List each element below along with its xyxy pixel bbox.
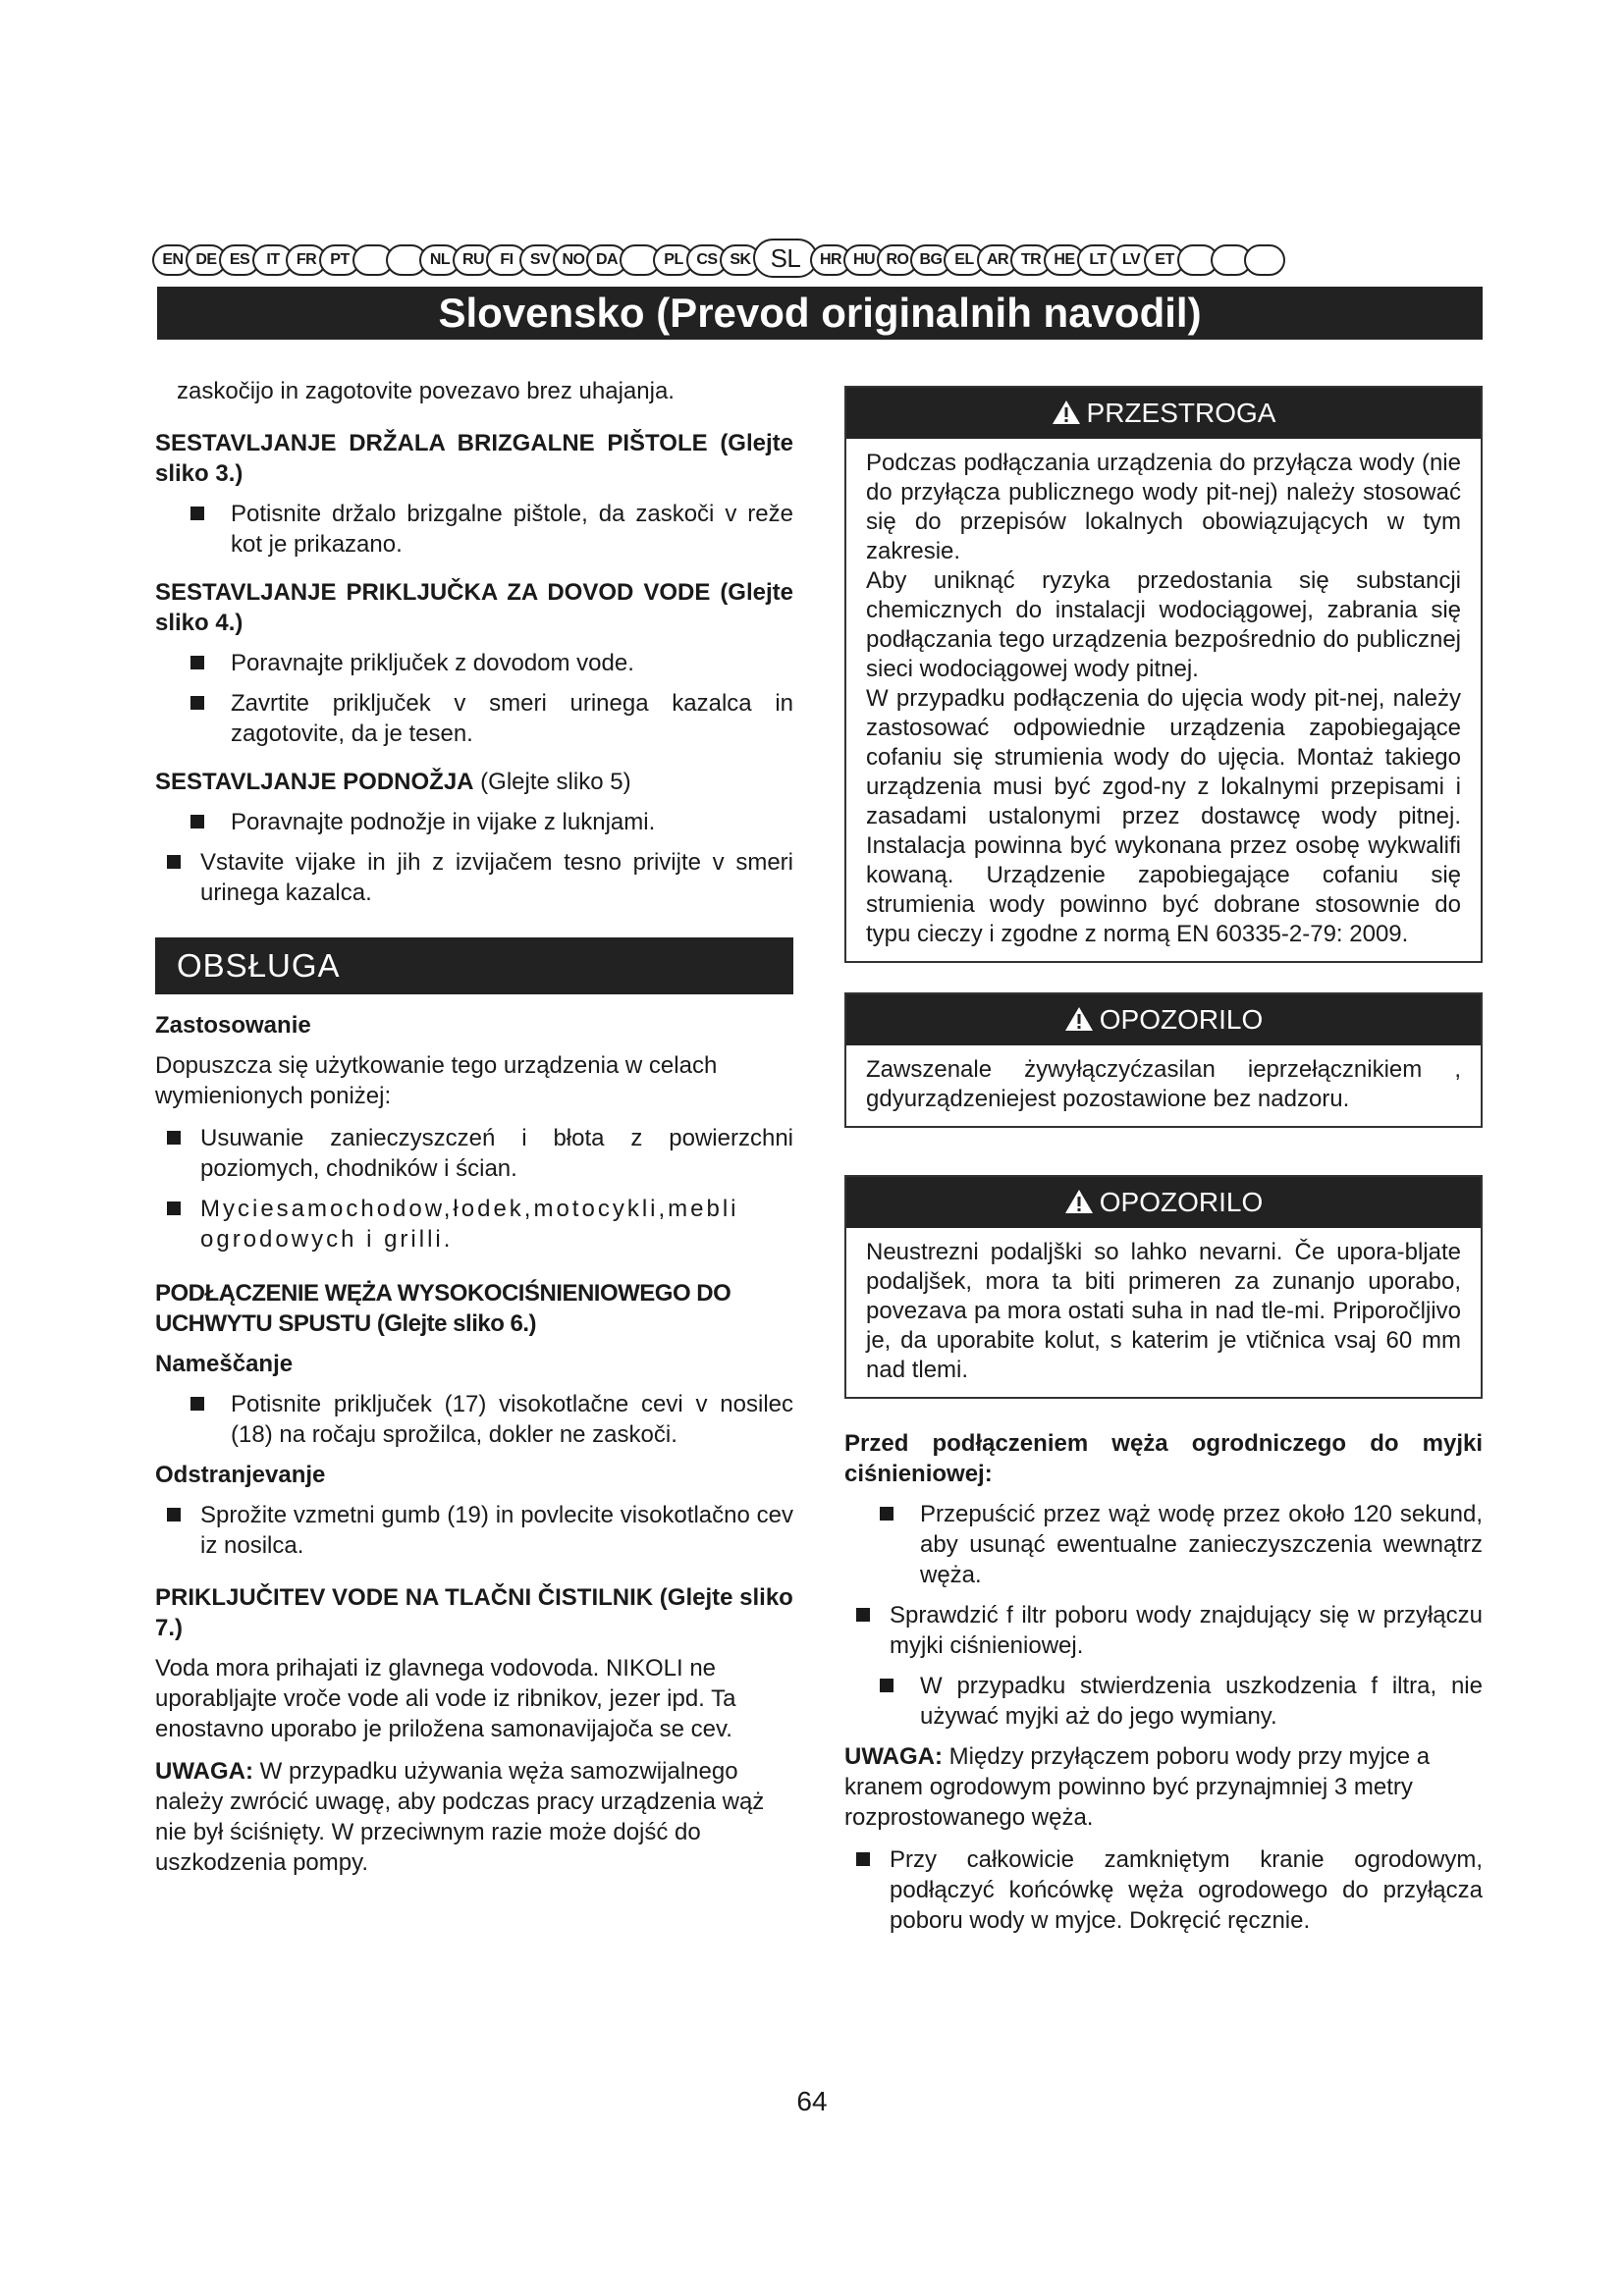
note-label: UWAGA:	[844, 1743, 943, 1770]
list-item: Usuwanie zanieczyszczeń i błota z powierzchni poziomych, chodników i ścian.	[155, 1123, 793, 1184]
list-item: Sprawdzić f iltr poboru wody znajdujący się w przyłączu myjki ciśnieniowej.	[844, 1600, 1483, 1661]
language-tab-da: DA	[586, 244, 627, 276]
language-tab-no: NO	[553, 244, 594, 276]
section-heading-water-connection: PRIKLJUČITEV VODE NA TLAČNI ČISTILNIK (Glejte sliko 7.)	[155, 1584, 793, 1641]
language-tab-hu: HU	[843, 244, 885, 276]
caution-paragraph: W przypadku podłączenia do ujęcia wody pit-nej, należy zastosować odpowiednie urządzenia zapobiegające cofaniu się strumienia wody do ujęcia. Montaż takiego urządzenia musi być zgod-ny z lokalnymi przepisami i zasadami ustalonymi przez dostawcę wody pitnej. Instalacja powinna być wykonana przez osobę wykwalifi kowaną. Urządzenie zapobiegające cofaniu się strumienia wody powinno być dobrane stosownie do typu cieczy i zgodne z normą EN 60335-2-79: 2009.	[866, 685, 1461, 947]
subheading-odstranjevanje: Odstranjevanje	[155, 1462, 326, 1488]
section-heading-garden-hose: Przed podłączeniem węża ogrodniczego do myjki ciśnieniowej:	[844, 1430, 1483, 1487]
language-tab-blank	[1244, 244, 1285, 276]
language-tab-nl: NL	[419, 244, 460, 276]
language-tab-it: IT	[252, 244, 294, 276]
language-tab-de: DE	[186, 244, 227, 276]
warning-box-title: OPOZORILO	[1099, 1187, 1264, 1217]
language-tab-pt: PT	[319, 244, 360, 276]
warning-box-extension	[844, 1175, 1483, 1399]
right-column	[844, 386, 1483, 1946]
section-heading-spray-gun-holder: SESTAVLJANJE DRŽALA BRIZGALNE PIŠTOLE (Glejte sliko 3.)	[155, 430, 793, 487]
language-tab-fr: FR	[286, 244, 327, 276]
language-tab-fi: FI	[486, 244, 527, 276]
list-item: Zavrtite priključek v smeri urinega kazalca in zagotovite, da je tesen.	[155, 688, 793, 749]
list-zastosowanie	[155, 1123, 793, 1255]
warning-icon	[1052, 400, 1081, 425]
left-column	[155, 376, 793, 1890]
language-tab-strip	[152, 239, 1483, 278]
section-band-obsluga: OBSŁUGA	[155, 937, 793, 994]
list-item: Przy całkowicie zamkniętym kranie ogrodowym, podłączyć końcówkę węża ogrodowego do przyłącza poboru wody w myjce. Dokręcić ręcznie.	[844, 1844, 1483, 1936]
language-tab-es: ES	[219, 244, 260, 276]
language-tab-cs: CS	[686, 244, 728, 276]
language-tab-et: ET	[1144, 244, 1185, 276]
language-tab-ro: RO	[877, 244, 918, 276]
warning-box-title: OPOZORILO	[1099, 1004, 1264, 1035]
note-text: Między przyłączem poboru wody przy myjce a kranem ogrodowym powinno być przynajmniej 3 metry rozprostowanego węża.	[844, 1743, 1431, 1831]
section-heading-zastosowanie: Zastosowanie	[155, 1012, 311, 1039]
list-spray-gun-holder	[155, 499, 793, 560]
list-garden-hose	[844, 1499, 1483, 1732]
language-tab-ru: RU	[453, 244, 494, 276]
water-connection-text: Voda mora prihajati iz glavnega vodovoda. NIKOLI ne uporabljajte vroče vode ali vode iz ribnikov, jezer ipd. Ta enostavno uporabo je priložena samonavijajoča se cev.	[155, 1655, 736, 1742]
note-label: UWAGA:	[155, 1758, 253, 1785]
note-right	[844, 1741, 1483, 1833]
warning-box-body: Zawszenale żywyłączyćzasilan ieprzełącznikiem , gdyurządzeniejest pozostawione bez nadzoru.	[866, 1056, 1461, 1112]
list-item: Poravnajte podnožje in vijake z luknjami.	[155, 807, 793, 837]
list-item: Przepuścić przez wąż wodę przez około 120 sekund, aby usunąć ewentualne zanieczyszczenia wewnątrz węża.	[844, 1499, 1483, 1590]
section-heading-base	[155, 767, 793, 797]
caution-box-body	[846, 439, 1481, 961]
language-tab-sl: SL	[753, 239, 818, 278]
section-heading-base-suffix: (Glejte sliko 5)	[473, 769, 631, 795]
list-item: Potisnite držalo brizgalne pištole, da zaskoči v reže kot je prikazano.	[155, 499, 793, 560]
warning-icon	[1064, 1189, 1094, 1214]
list-connect-hose	[844, 1844, 1483, 1936]
caution-paragraph: Aby uniknąć ryzyka przedostania się substancji chemicznych do instalacji wodociągowej, zabrania się podłączania tego urządzenia bezpośrednio do publicznej sieci wodociągowej wody pitnej.	[866, 567, 1461, 682]
list-base	[155, 807, 793, 908]
caution-paragraph: Podczas podłączania urządzenia do przyłącza wody (nie do przyłącza publicznego wody pit-nej) należy stosować się do przepisów lokalnych obowiązujących w tym zakresie.	[866, 450, 1461, 564]
caution-box-title: PRZESTROGA	[1086, 398, 1276, 428]
language-tab-he: HE	[1044, 244, 1085, 276]
list-namescanje	[155, 1389, 793, 1450]
language-tab-ar: AR	[977, 244, 1018, 276]
caution-box-header	[846, 388, 1481, 439]
language-tab-sk: SK	[720, 244, 761, 276]
list-item: Potisnite priključek (17) visokotlačne cevi v nosilec (18) na ročaju sprožilca, dokler ne zaskoči.	[155, 1389, 793, 1450]
list-item: Myciesamochodow,łodek,motocykli,mebli ogrodowych i grilli.	[155, 1194, 793, 1255]
language-tab-tr: TR	[1010, 244, 1052, 276]
language-tab-hr: HR	[810, 244, 851, 276]
warning-icon	[1064, 1006, 1094, 1032]
list-item: Poravnajte priključek z dovodom vode.	[155, 648, 793, 678]
warning-box-header	[846, 1177, 1481, 1228]
warning-box-body: Neustrezni podaljški so lahko nevarni. Če upora-bljate podaljšek, mora ta biti primeren za zunanjo uporabo, povezava pa mora ostati suha in nad tle-mi. Priporočljivo je, da uporabite kolut, s katerim je vtičnica vsaj 60 mm nad tlemi.	[866, 1239, 1461, 1383]
page-number: 64	[796, 2086, 828, 2116]
list-odstranjevanje	[155, 1500, 793, 1561]
intro-text: zaskočijo in zagotovite povezavo brez uhajanja.	[177, 378, 675, 404]
page-title: Slovensko (Prevod originalnih navodil)	[157, 287, 1483, 340]
list-item: Sprožite vzmetni gumb (19) in povlecite visokotlačno cev iz nosilca.	[155, 1500, 793, 1561]
language-tab-pl: PL	[653, 244, 694, 276]
language-tab-sv: SV	[519, 244, 561, 276]
language-tab-el: EL	[944, 244, 985, 276]
warning-box-header	[846, 994, 1481, 1045]
language-tab-lv: LV	[1110, 244, 1152, 276]
note-text: W przypadku używania węża samozwijalnego należy zwrócić uwagę, aby podczas pracy urządzenia wąż nie był ściśnięty. W przeciwnym razie może dojść do uszkodzenia pompy.	[155, 1758, 765, 1876]
section-heading-hose-trigger: PODŁĄCZENIE WĘŻA WYSOKOCIŚNIENIOWEGO DO UCHWYTU SPUSTU (Glejte sliko 6.)	[155, 1280, 731, 1337]
language-tab-lt: LT	[1077, 244, 1118, 276]
subheading-namescanje: Nameščanje	[155, 1351, 294, 1377]
list-item: W przypadku stwierdzenia uszkodzenia f iltra, nie używać myjki aż do jego wymiany.	[844, 1671, 1483, 1732]
caution-box	[844, 386, 1483, 963]
section-heading-water-inlet: SESTAVLJANJE PRIKLJUČKA ZA DOVOD VODE (Glejte sliko 4.)	[155, 579, 793, 636]
zastosowanie-text: Dopuszcza się użytkowanie tego urządzenia w celach wymienionych poniżej:	[155, 1052, 718, 1109]
warning-box-supervision	[844, 992, 1483, 1128]
section-heading-base-title: SESTAVLJANJE PODNOŽJA	[155, 769, 474, 795]
language-tab-en: EN	[152, 244, 193, 276]
list-item: Vstavite vijake in jih z izvijačem tesno privijte v smeri urinega kazalca.	[155, 847, 793, 908]
language-tab-bg: BG	[910, 244, 951, 276]
list-water-inlet	[155, 648, 793, 749]
note-left	[155, 1756, 793, 1878]
